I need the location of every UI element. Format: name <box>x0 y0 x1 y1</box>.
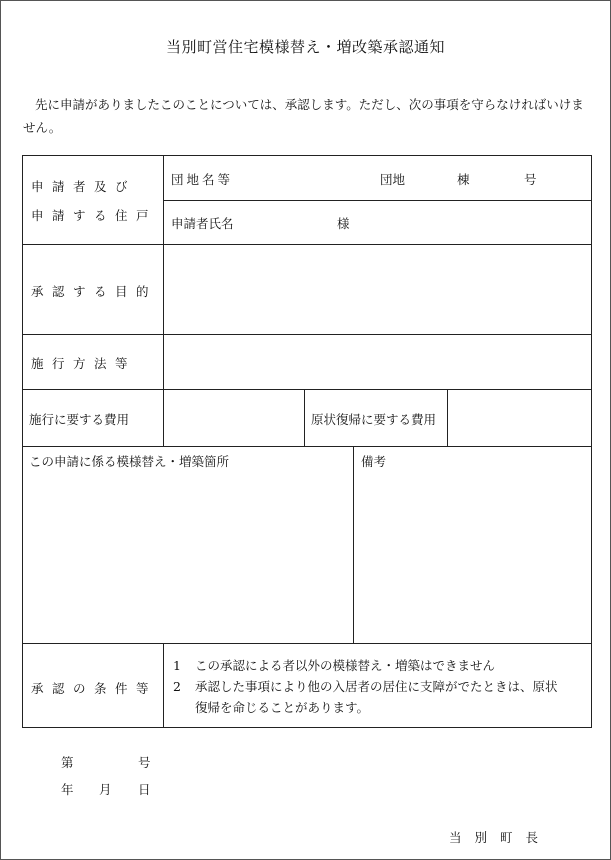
intro-paragraph: 先に申請がありましたこのことについては、承認します。ただし、次の事項を守らなければいけません。 <box>23 97 584 135</box>
restore-cost-label: 原状復帰に要する費用 <box>311 412 437 427</box>
date-day: 日 <box>138 782 151 797</box>
condition-item <box>173 655 558 676</box>
conditions-list <box>173 655 558 718</box>
remarks-label: 備考 <box>361 454 387 469</box>
approval-table <box>22 155 592 728</box>
conditions-label: 承認の条件等 <box>31 681 158 696</box>
danchi-label: 団地名等 <box>171 172 234 187</box>
applicant-label-line1: 申請者及び <box>31 179 137 194</box>
column-divider <box>447 389 448 446</box>
column-divider <box>163 156 164 446</box>
row-divider <box>23 389 591 390</box>
document-number-suffix: 号 <box>138 755 151 770</box>
condition-text: 承認した事項により他の入居者の居住に支障がでたときは、原状 <box>195 679 558 694</box>
issuer-name: 当別町長 <box>449 830 552 845</box>
location-label: この申請に係る模様替え・増築箇所 <box>29 454 230 469</box>
document-title: 当別町営住宅模様替え・増改築承認通知 <box>165 38 445 56</box>
cost-label: 施行に要する費用 <box>29 412 130 427</box>
condition-number: 2 <box>173 679 181 694</box>
column-divider <box>304 389 305 446</box>
condition-item <box>173 676 558 697</box>
applicant-name-label: 申請者氏名 <box>171 216 234 231</box>
building-unit: 棟 <box>457 172 470 187</box>
row-divider <box>23 643 591 644</box>
condition-number: 1 <box>173 658 181 673</box>
number-unit: 号 <box>524 172 537 187</box>
condition-text: この承認による者以外の模様替え・増築はできません <box>195 658 496 673</box>
method-label: 施行方法等 <box>31 356 137 371</box>
row-divider <box>23 334 591 335</box>
document-number-prefix: 第 <box>61 755 74 770</box>
column-divider <box>163 643 164 727</box>
condition-text-continued: 復帰を命じることがあります。 <box>195 700 370 715</box>
row-divider <box>164 200 591 201</box>
purpose-label: 承認する目的 <box>31 284 158 299</box>
column-divider <box>353 446 354 643</box>
date-month: 月 <box>99 782 112 797</box>
row-divider <box>23 446 591 447</box>
honorific: 様 <box>337 216 350 231</box>
row-divider <box>23 244 591 245</box>
applicant-label-line2: 申請する住戸 <box>31 208 158 223</box>
danchi-unit: 団地 <box>380 172 406 187</box>
date-year: 年 <box>61 782 74 797</box>
